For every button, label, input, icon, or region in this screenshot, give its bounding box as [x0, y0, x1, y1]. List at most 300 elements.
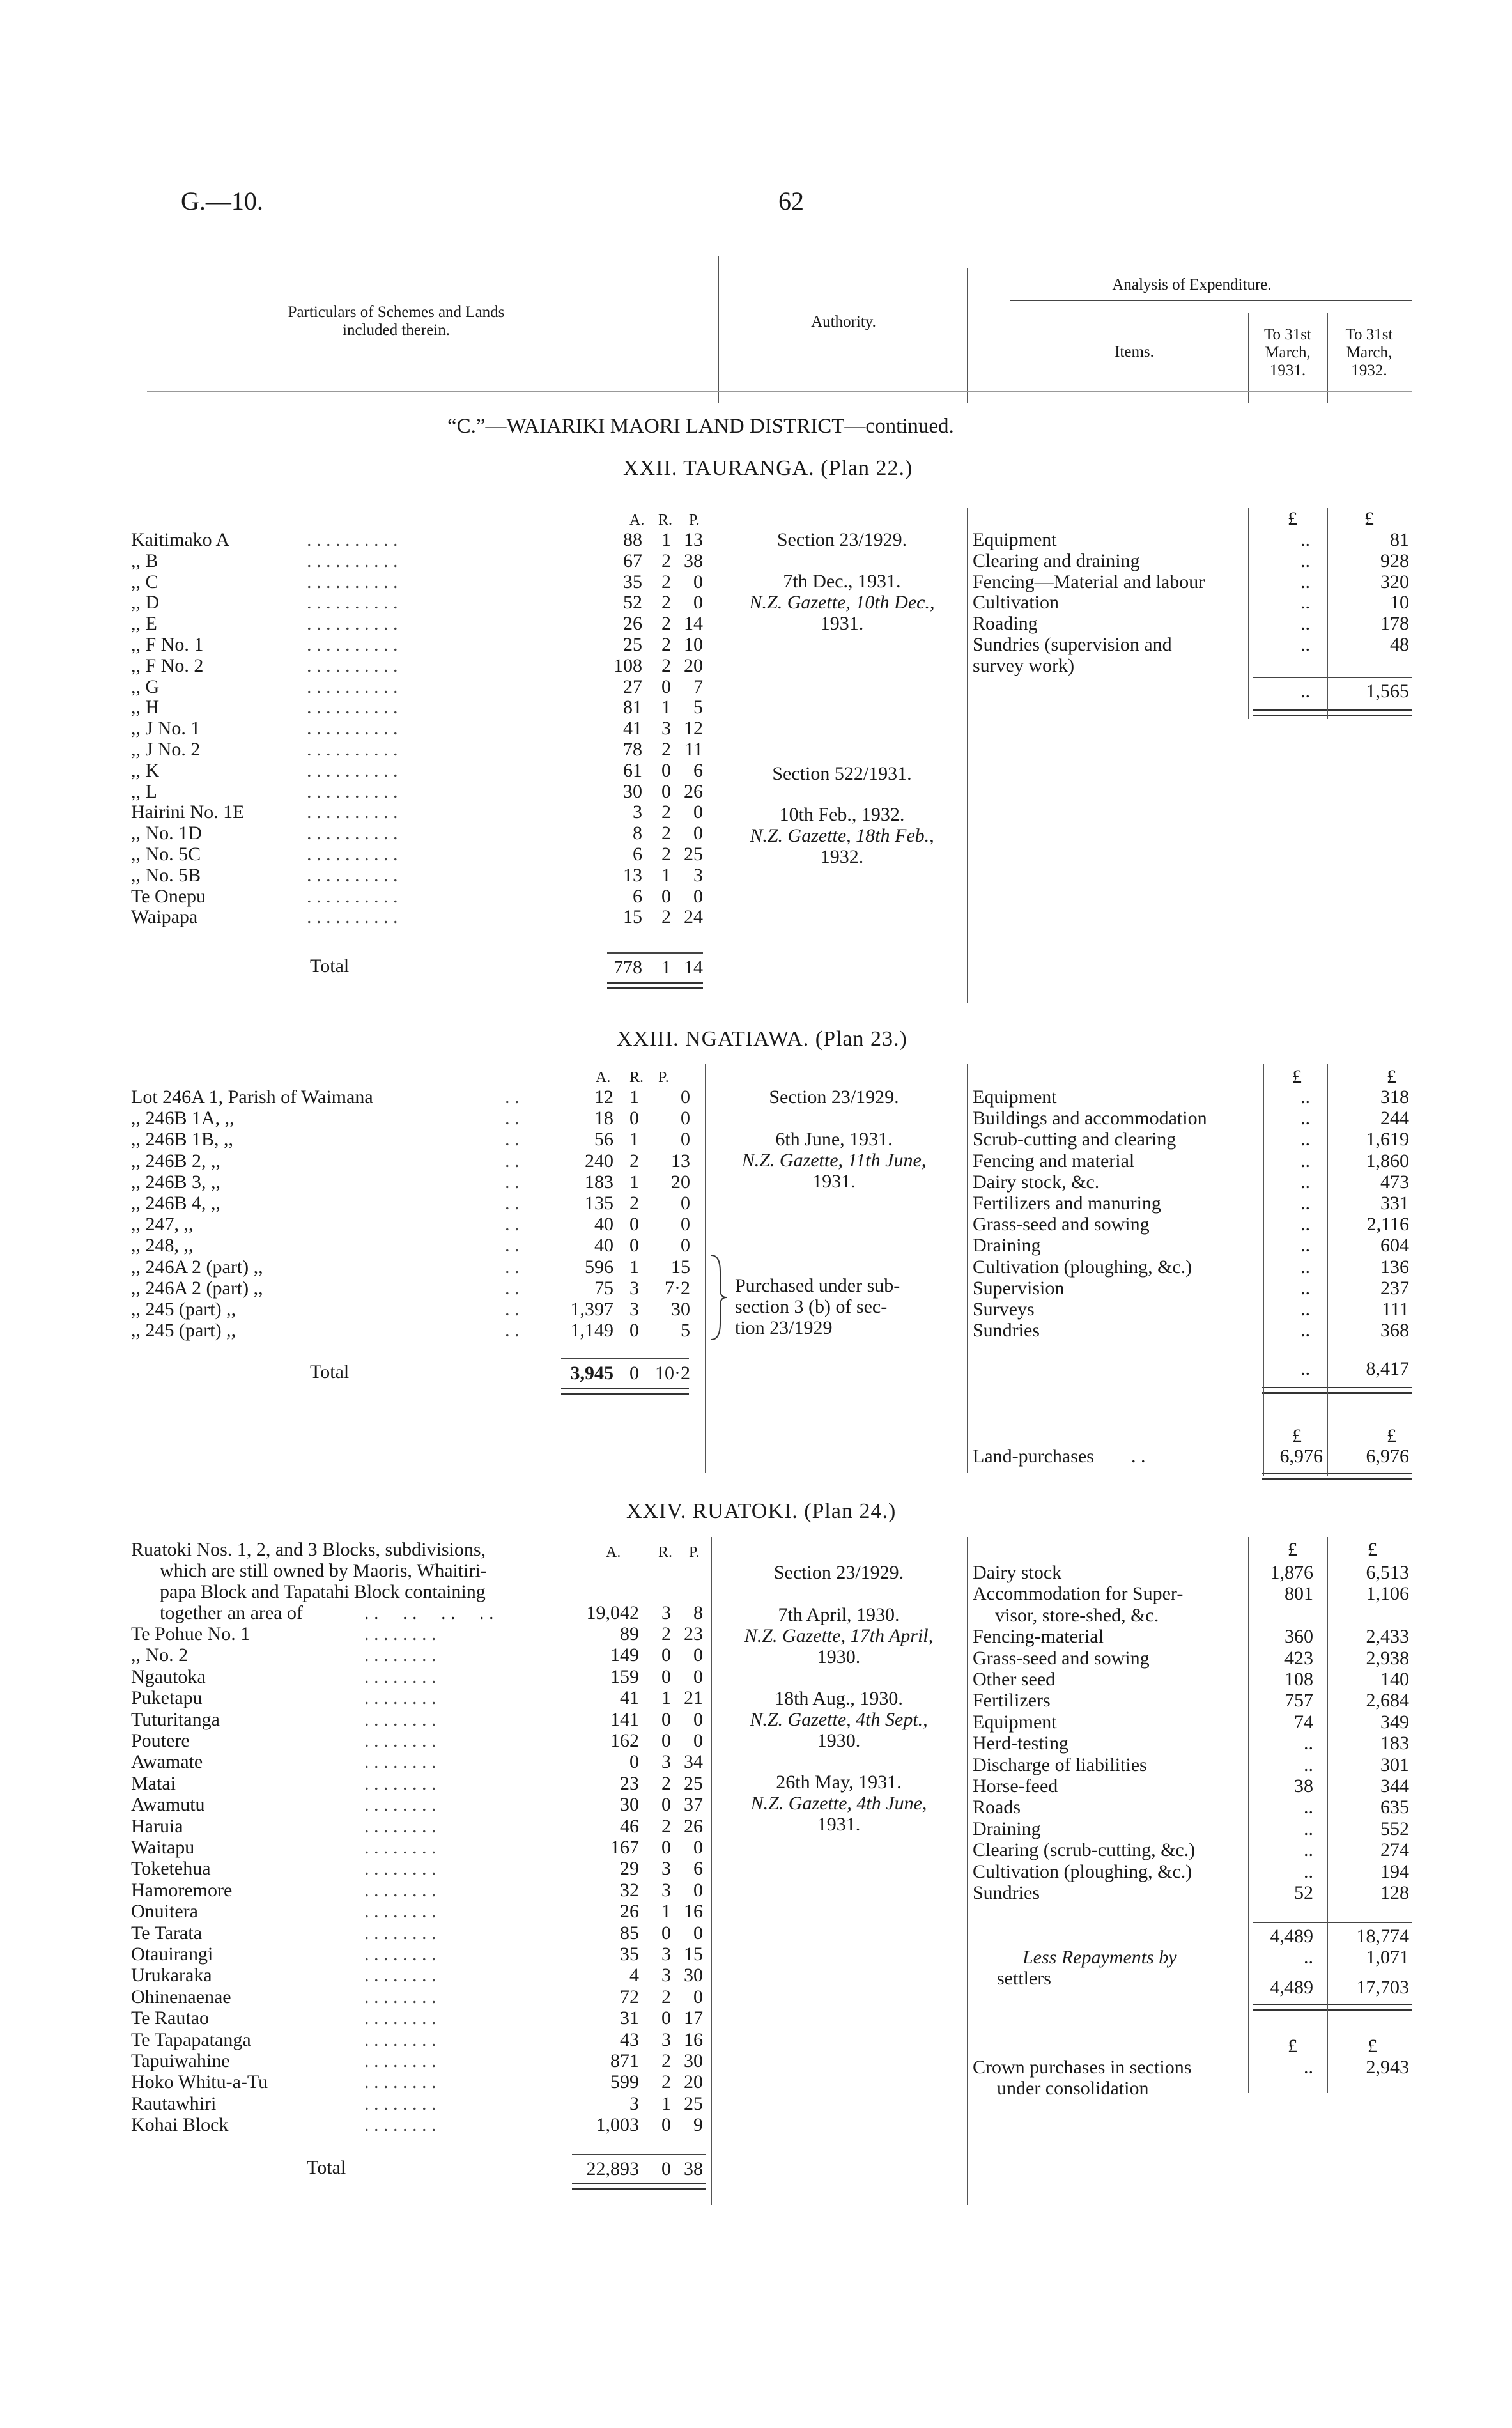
- district-title: “C.”—WAIARIKI MAORI LAND DISTRICT—continued.: [447, 415, 954, 438]
- land-name: Hoko Whitu-a-Tu: [131, 2071, 268, 2093]
- intro-perches: 8: [693, 1602, 703, 1623]
- land-perches: 0: [681, 1214, 690, 1235]
- item-label: Grass-seed and sowing: [973, 1214, 1150, 1235]
- sum-1931: ..: [1300, 681, 1310, 702]
- land-perches: 0: [681, 1235, 690, 1257]
- column-divider: [1327, 1064, 1328, 1476]
- land-perches: 3: [693, 864, 703, 886]
- item-1931: ..: [1300, 1086, 1310, 1108]
- leader-dots: . . . . . . . .: [364, 2114, 436, 2136]
- land-acres: 3: [629, 2092, 639, 2114]
- total-rule: [572, 2154, 706, 2155]
- land-acres: 4: [629, 1965, 639, 1986]
- land-acres: 67: [623, 550, 642, 571]
- leader-dots: . . . . . . . .: [364, 2007, 436, 2029]
- land-name: Hairini No. 1E: [131, 801, 245, 823]
- item-label: Cultivation (ploughing, &c.): [973, 1256, 1192, 1278]
- land-perches: 0: [693, 1879, 703, 1901]
- land-double-rule: [1262, 1473, 1412, 1480]
- item-1932: 81: [1390, 529, 1409, 550]
- item-1931: ..: [1304, 1860, 1313, 1882]
- leader-dots: . . . . . . . .: [364, 1815, 436, 1837]
- land-roods: 0: [661, 1644, 671, 1666]
- land-perches: 20: [671, 1171, 690, 1193]
- land-roods: 2: [661, 1815, 671, 1837]
- header-divider: [967, 268, 968, 403]
- land-name: Tapuiwahine: [131, 2050, 230, 2071]
- land-perches: 0: [693, 1837, 703, 1858]
- land-perches: 0: [693, 1986, 703, 2007]
- item-1932: 237: [1380, 1277, 1409, 1299]
- land-acres: 41: [620, 1687, 639, 1709]
- land-name: ,, 246A 2 (part) ,,: [131, 1277, 263, 1299]
- land-roods: 1: [629, 1086, 639, 1108]
- leader-dots: . . . . . . . . . .: [307, 801, 398, 823]
- land-name: ,, No. 5C: [131, 844, 201, 865]
- item-label: Fertilizers: [973, 1690, 1051, 1712]
- land-roods: 2: [661, 571, 671, 592]
- land-roods: 2: [661, 823, 671, 844]
- land-purchases-1931: 6,976: [1279, 1446, 1323, 1467]
- item-1931: 52: [1294, 1882, 1313, 1903]
- land-roods: 1: [661, 529, 671, 550]
- column-divider: [1248, 508, 1249, 719]
- item-1931: 38: [1294, 1775, 1313, 1797]
- less-1931: ..: [1304, 1947, 1313, 1968]
- item-1931: ..: [1300, 550, 1310, 571]
- item-label: Equipment: [973, 1086, 1057, 1108]
- item-1932: 331: [1380, 1193, 1409, 1214]
- header-items: Items.: [1115, 343, 1154, 360]
- land-roods: 1: [661, 1687, 671, 1709]
- authority-text: 10th Feb., 1932.: [779, 804, 905, 825]
- land-acres: 23: [620, 1772, 639, 1794]
- land-acres: 32: [620, 1879, 639, 1901]
- unit-perches: P.: [689, 1544, 700, 1561]
- land-acres: 141: [610, 1708, 639, 1730]
- item-1931: ..: [1300, 571, 1310, 592]
- land-roods: 3: [661, 1879, 671, 1901]
- item-1932: 136: [1380, 1256, 1409, 1278]
- less-repayments-label: settlers: [997, 1968, 1051, 1989]
- land-name: Toketehua: [131, 1858, 211, 1880]
- land-acres: 26: [620, 1901, 639, 1922]
- sum-1931: ..: [1300, 1358, 1310, 1379]
- land-roods: 3: [661, 1751, 671, 1773]
- land-name: Te Pohue No. 1: [131, 1623, 251, 1644]
- leader-dots: . .: [505, 1299, 520, 1320]
- land-roods: 2: [661, 2071, 671, 2093]
- section-title: XXIV. RUATOKI. (Plan 24.): [626, 1499, 897, 1523]
- crown-1931: ..: [1304, 2057, 1313, 2078]
- total-acres: 3,945: [570, 1363, 613, 1384]
- land-roods: 0: [629, 1235, 639, 1257]
- authority-text: 7th Dec., 1931.: [783, 571, 901, 592]
- item-label: Sundries (supervision and: [973, 634, 1172, 655]
- item-label: Draining: [973, 1235, 1041, 1257]
- authority-text: 1931.: [820, 613, 864, 634]
- land-roods: 0: [661, 2114, 671, 2136]
- land-roods: 3: [661, 2029, 671, 2050]
- land-name: ,, 246B 3, ,,: [131, 1171, 221, 1193]
- land-name: ,, F No. 2: [131, 654, 204, 676]
- land-name: Matai: [131, 1772, 176, 1794]
- currency-1932: £: [1387, 1425, 1396, 1446]
- land-roods: 1: [661, 2092, 671, 2114]
- leader-dots: . . . . . . . . . .: [307, 759, 398, 781]
- land-acres: 81: [623, 697, 642, 718]
- item-1931: ..: [1300, 1214, 1310, 1235]
- land-roods: 0: [661, 2007, 671, 2029]
- item-1931: ..: [1300, 1235, 1310, 1257]
- land-acres: 30: [623, 780, 642, 802]
- item-1931: ..: [1304, 1754, 1313, 1775]
- item-label: Surveys: [973, 1299, 1035, 1320]
- land-roods: 0: [661, 759, 671, 781]
- item-1932: 194: [1380, 1860, 1409, 1882]
- currency-1931: £: [1292, 1066, 1302, 1087]
- leader-dots: . .: [505, 1235, 520, 1257]
- land-acres: 240: [585, 1150, 613, 1171]
- item-1932: 111: [1382, 1299, 1409, 1320]
- item-label: Accommodation for Super-: [973, 1583, 1184, 1605]
- land-perches: 0: [693, 592, 703, 614]
- land-perches: 10: [684, 634, 703, 655]
- land-acres: 41: [623, 718, 642, 739]
- leader-dots: . . . . . . . .: [364, 1879, 436, 1901]
- leader-dots: . . . . . . . . . .: [307, 592, 398, 614]
- total-roods: 0: [661, 2158, 671, 2179]
- land-perches: 15: [684, 1944, 703, 1965]
- land-acres: 61: [623, 759, 642, 781]
- land-acres: 40: [594, 1214, 613, 1235]
- intro-text: papa Block and Tapatahi Block containing: [160, 1581, 486, 1602]
- item-label: Grass-seed and sowing: [973, 1647, 1150, 1669]
- currency-1932: £: [1387, 1066, 1396, 1087]
- land-roods: 3: [661, 1858, 671, 1880]
- intro-text: which are still owned by Maoris, Whaitiri-: [160, 1560, 487, 1581]
- leader-dots: . . . . . . . .: [364, 1986, 436, 2007]
- land-perches: 38: [684, 550, 703, 571]
- unit-perches: P.: [689, 512, 700, 529]
- leader-dots: . . . . . . . . . .: [307, 906, 398, 928]
- land-acres: 75: [594, 1277, 613, 1299]
- sum-double-rule: [1253, 709, 1412, 716]
- land-acres: 88: [623, 529, 642, 550]
- land-name: ,, C: [131, 571, 158, 592]
- item-label: Discharge of liabilities: [973, 1754, 1147, 1775]
- leader-dots: . . . . . . . .: [364, 1901, 436, 1922]
- land-perches: 11: [684, 739, 703, 760]
- header-analysis: Analysis of Expenditure.: [1112, 276, 1272, 293]
- land-roods: 0: [661, 1708, 671, 1730]
- leader-dots: . . . . . . . . . .: [307, 780, 398, 802]
- land-perches: 0: [693, 823, 703, 844]
- land-acres: 89: [620, 1623, 639, 1644]
- total-double-rule: [572, 2183, 706, 2190]
- item-label: Other seed: [973, 1669, 1056, 1690]
- currency-1932: £: [1368, 2036, 1377, 2057]
- leader-dots: . . . . . . . . . .: [307, 676, 398, 697]
- column-divider: [711, 1537, 712, 2205]
- column-divider: [1248, 1537, 1249, 2093]
- land-roods: 1: [629, 1129, 639, 1150]
- header-particulars: Particulars of Schemes and Lands included therein.: [288, 304, 505, 339]
- item-1932: 10: [1390, 592, 1409, 614]
- land-acres: 30: [620, 1794, 639, 1816]
- land-name: ,, 245 (part) ,,: [131, 1299, 236, 1320]
- unit-roods: R.: [629, 1069, 644, 1086]
- currency-1931: £: [1288, 2036, 1297, 2057]
- item-label: Equipment: [973, 529, 1057, 550]
- land-name: Kaitimako A: [131, 529, 230, 550]
- sum-1932: 8,417: [1366, 1358, 1409, 1379]
- land-perches: 13: [671, 1150, 690, 1171]
- leader-dots: . . . . . . . .: [364, 1730, 436, 1751]
- item-1932: 928: [1380, 550, 1409, 571]
- item-label: Dairy stock, &c.: [973, 1171, 1100, 1193]
- land-name: ,, 246A 2 (part) ,,: [131, 1256, 263, 1278]
- leader-dots: . .: [505, 1320, 520, 1342]
- column-divider: [967, 1064, 968, 1473]
- authority-text: N.Z. Gazette, 10th Dec.,: [749, 592, 935, 613]
- land-roods: 0: [661, 1666, 671, 1687]
- leader-dots: . . . . . . . .: [364, 2071, 436, 2093]
- leader-dots: . . . . . . . .: [364, 1687, 436, 1709]
- total-perches: 10·2: [655, 1363, 690, 1384]
- leader-dots: . . . . . . . . . .: [307, 529, 398, 550]
- item-1932: 2,684: [1366, 1690, 1409, 1712]
- header-bottom-rule: [147, 391, 1412, 392]
- land-roods: 2: [661, 592, 671, 614]
- sum-double-rule: [1262, 1387, 1412, 1394]
- land-perches: 12: [684, 718, 703, 739]
- land-perches: 5: [681, 1320, 690, 1342]
- land-roods: 2: [661, 2050, 671, 2071]
- leader-dots: . . . . . . . .: [364, 1922, 436, 1944]
- land-roods: 2: [661, 1772, 671, 1794]
- land-acres: 43: [620, 2029, 639, 2050]
- land-perches: 37: [684, 1794, 703, 1816]
- land-perches: 0: [693, 1922, 703, 1944]
- land-perches: 0: [693, 1708, 703, 1730]
- land-perches: 25: [684, 844, 703, 865]
- item-1932: 301: [1380, 1754, 1409, 1775]
- item-1932: 1,860: [1366, 1150, 1409, 1171]
- total-rule: [607, 952, 703, 954]
- land-name: Awamate: [131, 1751, 203, 1773]
- intro-roods: 3: [661, 1602, 671, 1623]
- land-roods: 2: [661, 613, 671, 635]
- authority-text: 1930.: [817, 1646, 861, 1667]
- item-1932: 349: [1380, 1711, 1409, 1733]
- land-acres: 85: [620, 1922, 639, 1944]
- item-1932: 183: [1380, 1733, 1409, 1754]
- land-perches: 0: [681, 1129, 690, 1150]
- land-name: ,, J No. 1: [131, 718, 201, 739]
- item-label: Sundries: [973, 1320, 1040, 1342]
- land-name: ,, B: [131, 550, 158, 571]
- intro-text: together an area of: [160, 1602, 304, 1623]
- land-acres: 18: [594, 1108, 613, 1129]
- item-1931: ..: [1300, 1108, 1310, 1129]
- currency-1931: £: [1288, 508, 1297, 529]
- item-label: Buildings and accommodation: [973, 1108, 1207, 1129]
- land-name: ,, 246B 4, ,,: [131, 1193, 221, 1214]
- leader-dots: . . . . . . . . . .: [307, 697, 398, 718]
- land-acres: 3: [633, 801, 642, 823]
- land-name: Hamoremore: [131, 1879, 233, 1901]
- item-label: Cultivation (ploughing, &c.): [973, 1860, 1192, 1882]
- leader-dots: . . . . . . . . . .: [307, 550, 398, 571]
- land-roods: 2: [661, 906, 671, 928]
- item-label: Dairy stock: [973, 1562, 1062, 1583]
- land-roods: 0: [661, 1922, 671, 1944]
- land-acres: 35: [623, 571, 642, 592]
- land-perches: 7: [693, 676, 703, 697]
- item-1932: 635: [1380, 1797, 1409, 1818]
- item-label: Cultivation: [973, 592, 1059, 614]
- land-roods: 2: [661, 654, 671, 676]
- land-acres: 46: [620, 1815, 639, 1837]
- item-1932: 128: [1380, 1882, 1409, 1903]
- header-rule: [1010, 300, 1412, 301]
- item-1931: 74: [1294, 1711, 1313, 1733]
- item-1932: 318: [1380, 1086, 1409, 1108]
- land-perches: 0: [681, 1086, 690, 1108]
- land-perches: 25: [684, 1772, 703, 1794]
- header-authority: Authority.: [811, 313, 876, 330]
- leader-dots: . .: [505, 1214, 520, 1235]
- land-perches: 0: [693, 885, 703, 907]
- land-roods: 2: [629, 1150, 639, 1171]
- total-label: Total: [310, 955, 350, 977]
- column-divider: [1327, 1537, 1328, 2093]
- land-roods: 0: [661, 1794, 671, 1816]
- land-acres: 15: [623, 906, 642, 928]
- leader-dots: . . . . . . . . . .: [307, 739, 398, 760]
- sum-rule: [1253, 677, 1412, 678]
- item-label: Equipment: [973, 1711, 1057, 1733]
- land-roods: 0: [629, 1108, 639, 1129]
- item-1931: ..: [1300, 634, 1310, 655]
- land-acres: 6: [633, 844, 642, 865]
- land-perches: 30: [684, 1965, 703, 1986]
- land-name: ,, 246B 1B, ,,: [131, 1129, 234, 1150]
- land-roods: 0: [661, 885, 671, 907]
- land-roods: 0: [661, 1837, 671, 1858]
- currency-1931: £: [1292, 1425, 1302, 1446]
- leader-dots: . . . . . . . .: [364, 1794, 436, 1816]
- item-label: Supervision: [973, 1277, 1065, 1299]
- land-name: ,, J No. 2: [131, 739, 201, 760]
- land-name: ,, D: [131, 592, 160, 614]
- header-divider: [1248, 313, 1249, 403]
- item-label: visor, store-shed, &c.: [995, 1604, 1159, 1626]
- unit-roods: R.: [658, 1544, 673, 1561]
- land-acres: 596: [585, 1256, 613, 1278]
- item-1931: ..: [1300, 1277, 1310, 1299]
- sum-1932: 18,774: [1356, 1926, 1409, 1947]
- total-label: Total: [307, 2157, 346, 2178]
- leader-dots: . . . . . . . .: [364, 1602, 494, 1623]
- authority-text: Section 23/1929.: [776, 529, 907, 550]
- land-roods: 0: [629, 1320, 639, 1342]
- land-acres: 31: [620, 2007, 639, 2029]
- land-name: Waipapa: [131, 906, 198, 928]
- land-perches: 6: [693, 1858, 703, 1880]
- leader-dots: . . . . . . . .: [364, 1623, 436, 1644]
- item-1931: 1,876: [1270, 1562, 1313, 1583]
- total-roods: 0: [629, 1363, 639, 1384]
- item-1931: 757: [1284, 1690, 1313, 1712]
- less-repayments-label: [1022, 1947, 1177, 1968]
- leader-dots: . . . . . . . . . .: [307, 613, 398, 635]
- leader-dots: . . . . . . . .: [364, 1751, 436, 1773]
- item-1932: 178: [1380, 613, 1409, 635]
- land-roods: 2: [661, 550, 671, 571]
- item-1932: 368: [1380, 1320, 1409, 1342]
- land-perches: 17: [684, 2007, 703, 2029]
- unit-acres: A.: [629, 512, 645, 529]
- authority-text: 7th April, 1930.: [778, 1604, 900, 1625]
- authority-text: 1932.: [820, 846, 864, 867]
- land-roods: 2: [661, 634, 671, 655]
- unit-perches: P.: [658, 1069, 669, 1086]
- land-roods: 0: [661, 780, 671, 802]
- land-acres: 35: [620, 1944, 639, 1965]
- land-acres: 149: [610, 1644, 639, 1666]
- land-acres: 135: [585, 1193, 613, 1214]
- total-acres: 22,893: [586, 2158, 639, 2179]
- net-1932: 17,703: [1356, 1977, 1409, 1998]
- authority-text: Section 23/1929.: [769, 1086, 899, 1108]
- land-acres: 183: [585, 1171, 613, 1193]
- authority-text: section 3 (b) of sec-: [735, 1296, 888, 1317]
- brace-icon: [706, 1253, 732, 1342]
- column-divider: [967, 1537, 968, 2205]
- unit-acres: A.: [606, 1544, 621, 1561]
- crown-purchases-label: Crown purchases in sections: [973, 2057, 1192, 2078]
- land-name: ,, K: [131, 759, 160, 781]
- leader-dots: . . . . . . . .: [364, 1708, 436, 1730]
- land-acres: 599: [610, 2071, 639, 2093]
- land-name: Poutere: [131, 1730, 190, 1751]
- item-1931: ..: [1304, 1818, 1313, 1839]
- item-1932: 473: [1380, 1171, 1409, 1193]
- land-acres: 52: [623, 592, 642, 614]
- total-double-rule: [561, 1388, 689, 1395]
- land-perches: 6: [693, 759, 703, 781]
- land-name: Te Onepu: [131, 885, 206, 907]
- land-roods: 2: [661, 1986, 671, 2007]
- item-1932: 320: [1380, 571, 1409, 592]
- crown-purchases-label: under consolidation: [997, 2078, 1149, 2099]
- land-roods: 3: [661, 718, 671, 739]
- item-1932: 274: [1380, 1839, 1409, 1861]
- item-label: survey work): [973, 654, 1075, 676]
- item-1931: ..: [1300, 1299, 1310, 1320]
- item-1932: 140: [1380, 1669, 1409, 1690]
- land-purchases-1932: 6,976: [1366, 1446, 1409, 1467]
- item-1931: ..: [1300, 613, 1310, 635]
- land-roods: 1: [661, 697, 671, 718]
- leader-dots: . .: [505, 1086, 520, 1108]
- land-roods: 0: [661, 676, 671, 697]
- page-code: G.—10.: [181, 187, 263, 215]
- land-acres: 1,149: [570, 1320, 613, 1342]
- section-title: XXII. TAURANGA. (Plan 22.): [623, 456, 913, 480]
